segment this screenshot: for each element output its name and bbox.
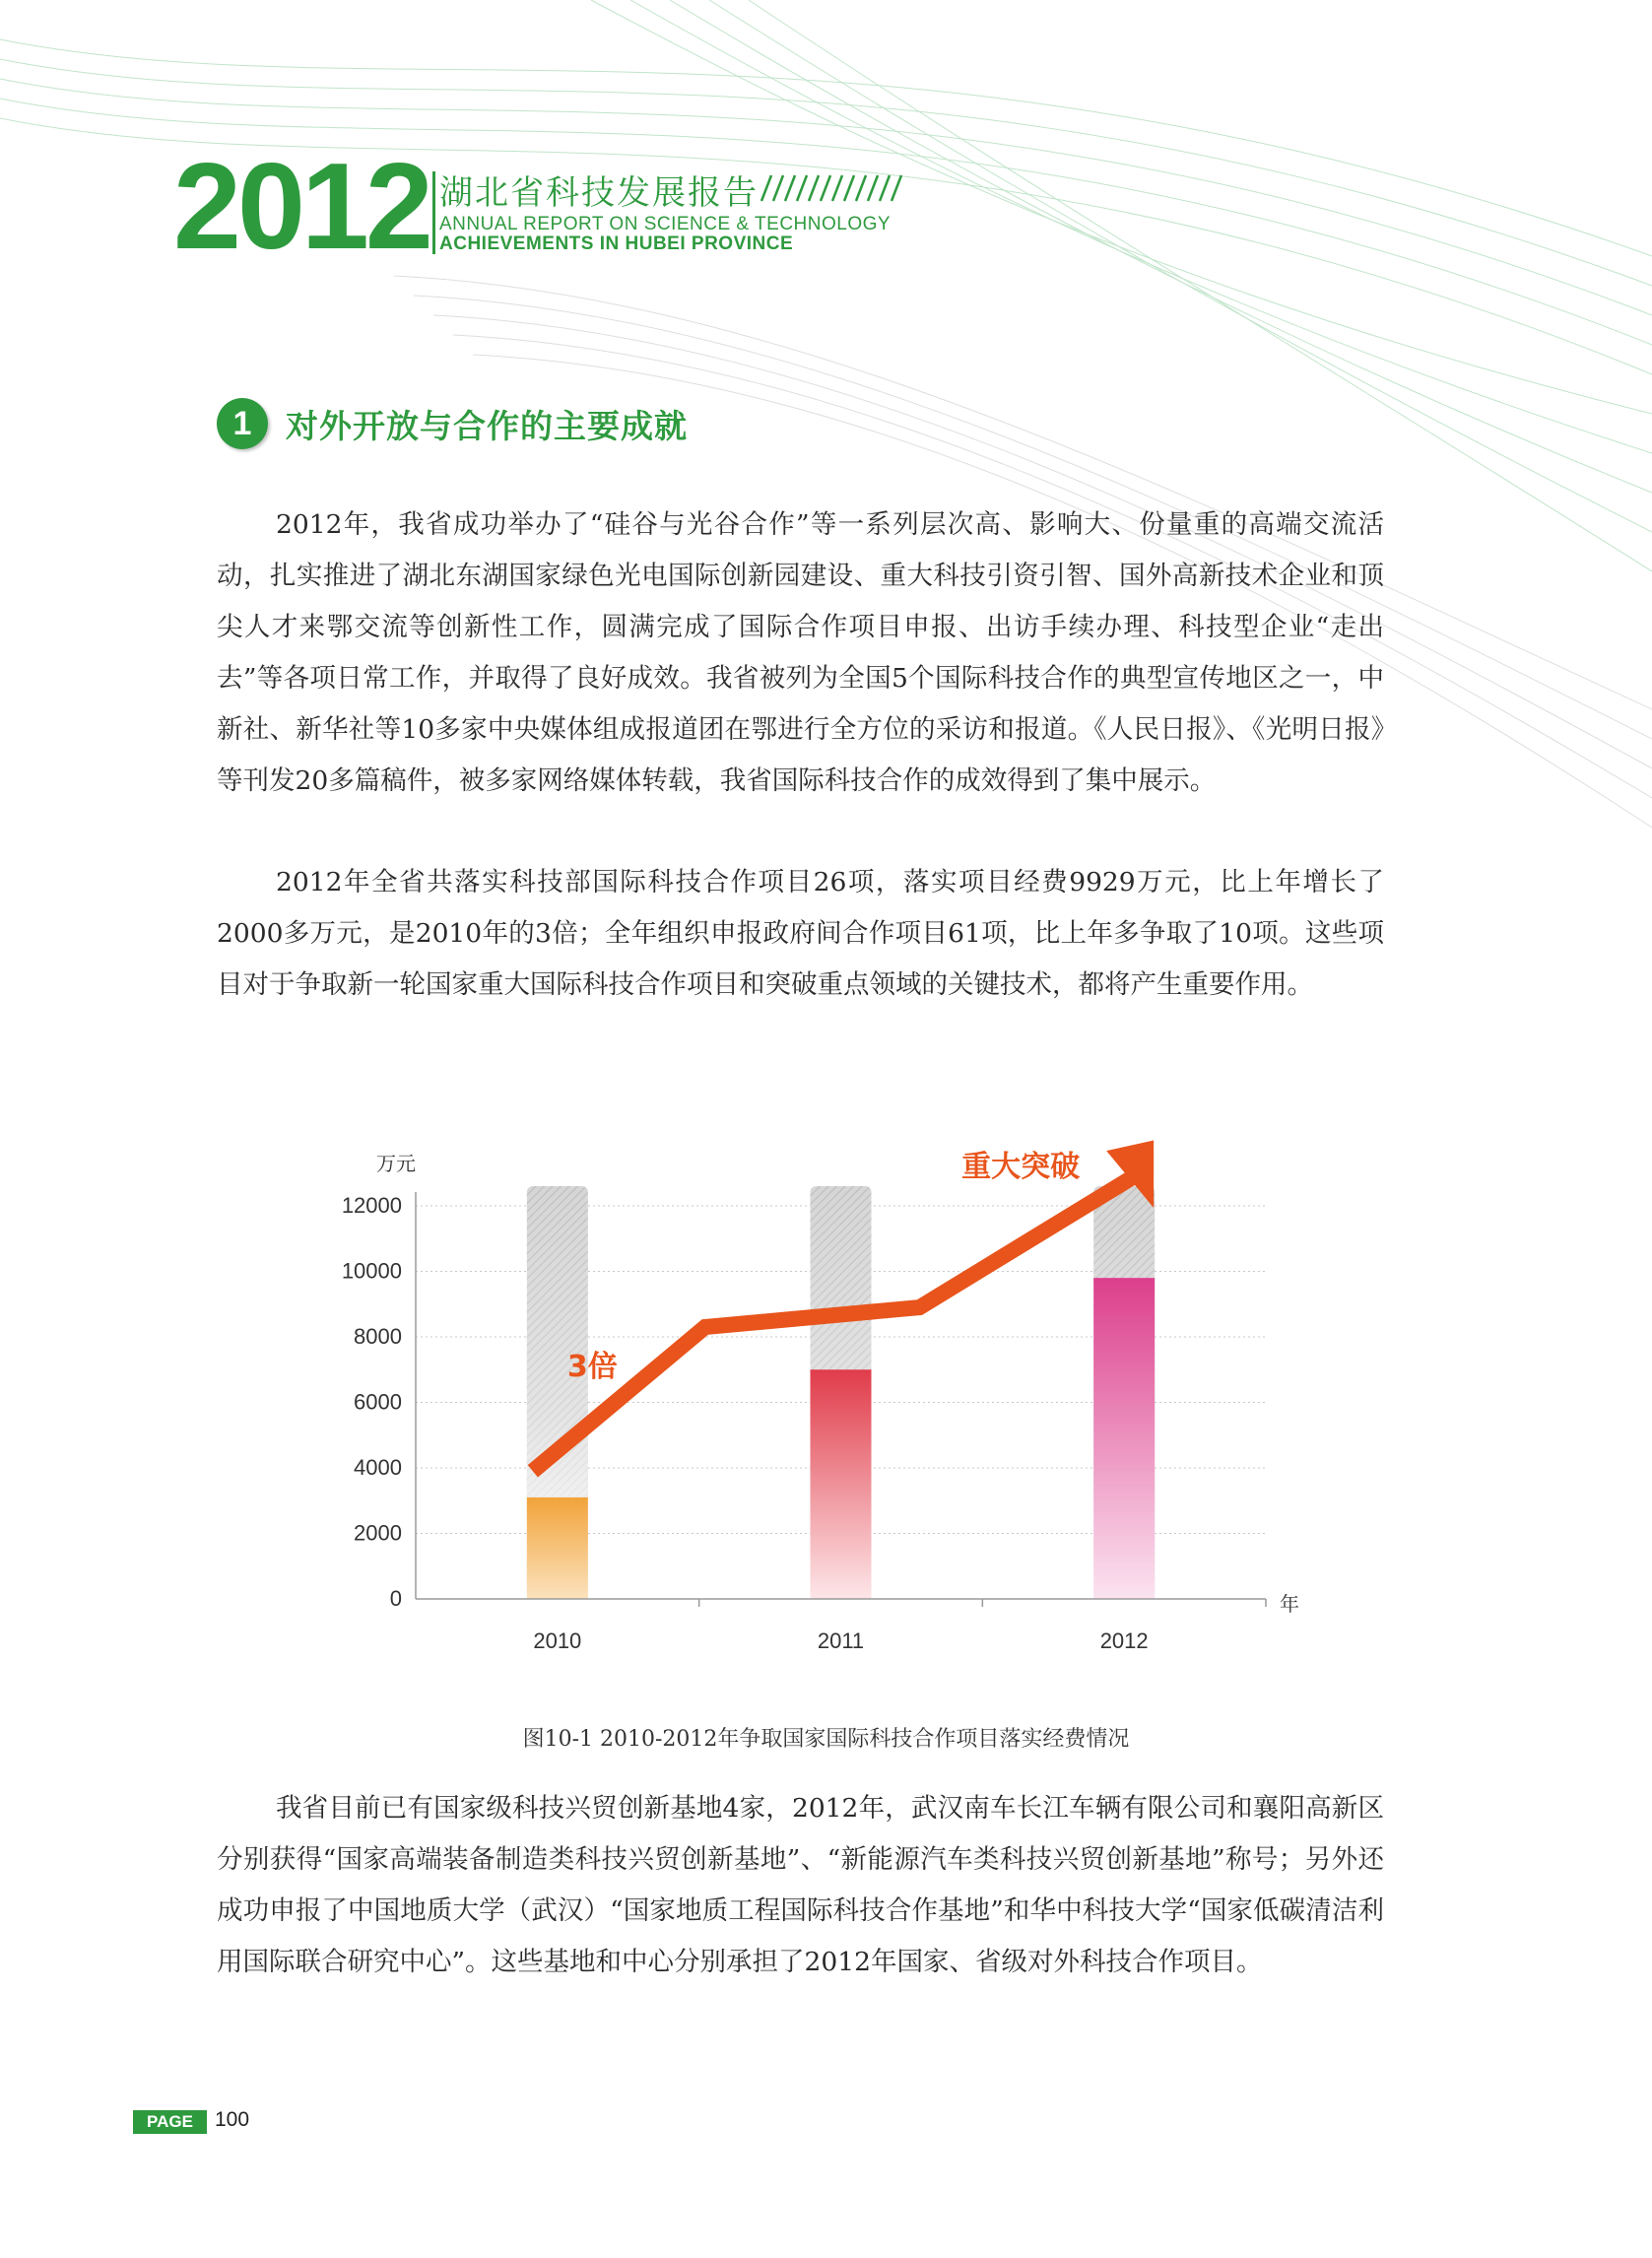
header-year: 2012 — [173, 139, 430, 275]
paragraph-1: 2012年，我省成功举办了“硅谷与光谷合作”等一系列层次高、影响大、份量重的高端交流活动，扎实推进了湖北东湖国家绿色光电国际创新园建设、重大科技引资引智、国外高新技术企业和顶尖人才来鄂交流等创新性工作，圆满完成了国际合作项目申报、出访手续办理、科技型企业“走出去”等各项日常工作，并取得了良好成效。我省被列为全国5个国际科技合作的典型宣传地区之一，中新社、新华社等10多家中央媒体组成报道团在鄂进行全方位的采访和报道。《人民日报》、《光明日报》等刊发20多篇稿件，被多家网络媒体转载，我省国际科技合作的成效得到了集中展示。 — [217, 509, 1384, 796]
paragraph-3: 我省目前已有国家级科技兴贸创新基地4家，2012年，武汉南车长江车辆有限公司和襄阳高新区分别获得“国家高端装备制造类科技兴贸创新基地”、“新能源汽车类科技兴贸创新基地”称号；另外还成功申报了中国地质大学（武汉）“国家地质工程国际科技合作基地”和华中科技大学“国家低碳清洁利用国际联合研究中心”。这些基地和中心分别承担了2012年国家、省级对外科技合作项目。 — [217, 1793, 1384, 1977]
bar-2010 — [527, 1497, 588, 1599]
header-title-en-line2: ACHIEVEMENTS IN HUBEI PROVINCE — [439, 233, 794, 254]
bar-2012 — [1093, 1278, 1155, 1599]
annotation-3x: 3倍 — [566, 1349, 618, 1384]
header-title-cn: 湖北省科技发展报告 — [439, 173, 759, 213]
chart-caption: 图10-1 2010-2012年争取国家国际科技合作项目落实经费情况 — [522, 1727, 1130, 1752]
section-title: 对外开放与合作的主要成就 — [286, 407, 688, 445]
header-slash-decoration — [754, 173, 911, 203]
header-divider — [432, 171, 435, 254]
header-title-en-line1: ANNUAL REPORT ON SCIENCE & TECHNOLOGY — [439, 214, 892, 234]
y-tick-label: 8000 — [354, 1324, 402, 1349]
x-axis-unit-label: 年 — [1280, 1592, 1299, 1616]
y-tick-label: 10000 — [341, 1258, 402, 1284]
y-tick-label: 4000 — [354, 1455, 402, 1480]
y-tick-label: 6000 — [354, 1389, 402, 1415]
x-tick-label: 2011 — [817, 1628, 865, 1653]
page-label-tag: PAGE — [133, 2110, 207, 2134]
x-tick-label: 2010 — [533, 1628, 582, 1653]
page-number: 100 — [215, 2108, 250, 2131]
y-tick-label: 12000 — [341, 1193, 402, 1218]
x-tick-label: 2012 — [1099, 1628, 1149, 1653]
section-number-badge: 1 — [217, 398, 268, 449]
y-tick-label: 0 — [389, 1586, 402, 1611]
bar-2011 — [811, 1369, 872, 1599]
annotation-breakthrough: 重大突破 — [961, 1150, 1081, 1185]
paragraph-2: 2012年全省共落实科技部国际科技合作项目26项，落实项目经费9929万元，比上年增长了2000多万元，是2010年的3倍；全年组织申报政府间合作项目61项，比上年多争取了10项。这些项目对于争取新一轮国家重大国际科技合作项目和突破重点领域的关键技术，都将产生重要作用。 — [217, 867, 1384, 1000]
funding-bar-chart — [325, 1103, 1310, 1675]
y-axis-unit-label: 万元 — [376, 1152, 416, 1175]
y-tick-label: 2000 — [354, 1520, 402, 1546]
